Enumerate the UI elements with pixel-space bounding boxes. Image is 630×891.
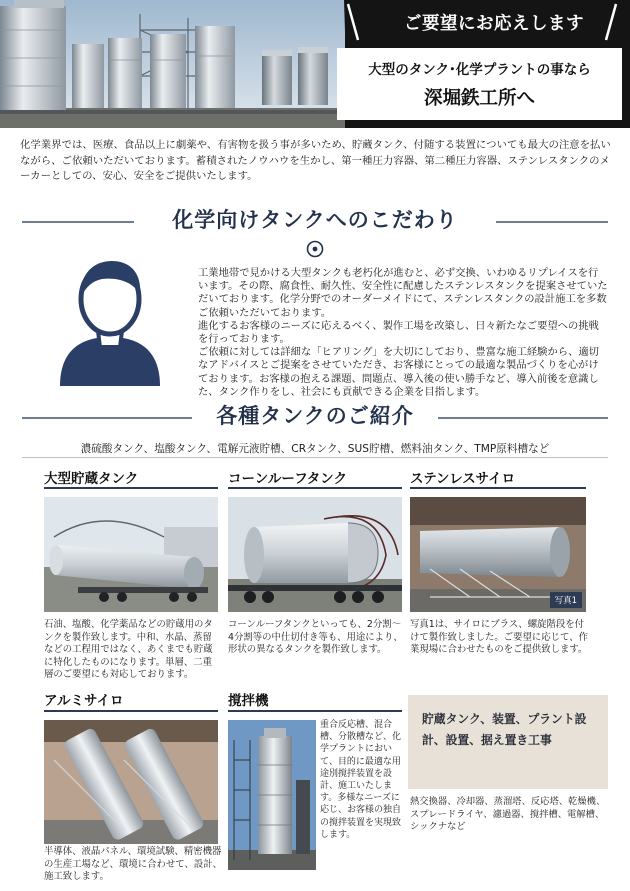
commitment-paragraph: 工業地帯で見かける大型タンクも老朽化が進むと、必ず交換、いわゆるリプレイスを行います。その際、腐食性、耐久性、安全性に配慮したステンレスタンクを提案させていただいております。化学分野でのオーダーメイドにて、ステンレスタンクの設計施工を多数ご依頼いただいております。	[198, 267, 608, 319]
card-title-large-storage-tank: 大型貯蔵タンク	[44, 471, 139, 487]
card-underline	[228, 710, 402, 712]
products-title: 各種タンクのご紹介	[216, 404, 414, 428]
service-title: 貯蔵タンク、装置、プラント設計、設置、据え置き工事	[422, 712, 587, 747]
card-underline	[228, 487, 402, 489]
commitment-paragraph: ご依頼に対しては詳細な「ヒアリング」を大切にしており、豊富な施工経験から、適切なアドバイスとご提案をさせていただき、お客様にとっての最適な製品づくりを心がけております。お客様の抱える課題、問題点、導入後の使い勝手など、導入前後を意識した、タンク作りをし、社会にも貢献できる企業を目指します。	[198, 346, 599, 398]
card-text-cone-roof-tank: コーンルーフタンクといっても、2分割～4分割等の中仕切付き等も、用途により、形状の異なるタンクを製作致します。	[228, 619, 403, 656]
large-storage-tank-photo	[44, 497, 218, 612]
types-divider	[22, 457, 608, 458]
card-title-aluminum-silo: アルミサイロ	[44, 693, 124, 709]
tank-types-list: 濃硫酸タンク、塩酸タンク、電解元液貯槽、CRタンク、SUS貯槽、燃料油タンク、TMP原料槽など	[80, 443, 550, 455]
hero-subtitle: 大型のタンク･化学プラントの事なら	[368, 62, 591, 78]
commitment-title: 化学向けタンクへのこだわり	[172, 208, 458, 232]
card-underline	[44, 487, 218, 489]
card-text-aluminum-silo: 半導体、液晶パネル、環境試験、精密機器の生産工場など、環境に合わせて、設計、施工致します。	[44, 846, 222, 883]
service-equipment-list: 熱交換器、冷却器、蒸溜塔、反応塔、乾燥機、スプレードライヤ、濾過器、撹拌槽、電解槽、シックナなど	[410, 796, 606, 833]
cone-roof-tank-photo	[228, 497, 402, 612]
card-title-cone-roof-tank: コーンルーフタンク	[228, 471, 348, 487]
stainless-silo-photo-frame	[410, 497, 586, 612]
card-underline	[410, 487, 586, 489]
target-icon	[306, 240, 324, 258]
card-title-stainless-silo: ステンレスサイロ	[410, 471, 516, 487]
agitator-photo	[228, 720, 316, 870]
hero-tank-farm-photo	[0, 0, 345, 128]
card-text-stainless-silo: 写真1は、サイロにブラス、螺旋階段を付けて製作致しました。ご要望に応じて、作業現場に合わせたものをご提供致します。	[410, 619, 588, 656]
intro-paragraph: 化学業界では、医療、食品以上に劇薬や、有害物を扱う事が多いため、貯蔵タンク、付随する装置についても最大の注意を払いながら、ご依頼いただいております。蓄積されたノウハウを生かし、第一種圧力容器、第二種圧力容器、ステンレスタンクのメーカーとしての、安心、安全をご提供いたします。	[20, 139, 611, 182]
aluminum-silo-photo	[44, 720, 218, 844]
company-name: 深堀鉄工所へ	[423, 88, 535, 109]
commitment-paragraph: 進化するお客様のニーズに応えるべく、製作工場を改築し、日々新たなご要望への挑戦を行っております。	[198, 319, 599, 346]
commitment-body	[198, 267, 608, 399]
person-avatar-icon	[54, 253, 166, 386]
card-title-agitator: 撹拌機	[228, 693, 269, 709]
card-text-agitator: 重合反応槽、混合槽、分散槽など、化学プラントにおいて、目的に最適な用途別撹拌装置を設計、施工いたします。多様なニーズに応じ、お客様の独自の撹拌装置を実現致します。	[320, 720, 402, 840]
card-text-large-storage-tank: 石油、塩酸、化学薬品などの貯蔵用のタンクを製作致します。中和、水晶、蒸留などの工程用ではなく、あくまでも貯蔵に特化したものになります。単層、二重層のご要望にも対応しております。	[44, 619, 213, 681]
service-highlight-box	[408, 695, 608, 789]
hero-banner	[0, 0, 630, 128]
photo-label-badge: 写真1	[550, 592, 582, 608]
card-underline	[44, 710, 218, 712]
hero-title: ご要望にお応えします	[404, 14, 584, 34]
hero-company-box	[337, 48, 622, 120]
